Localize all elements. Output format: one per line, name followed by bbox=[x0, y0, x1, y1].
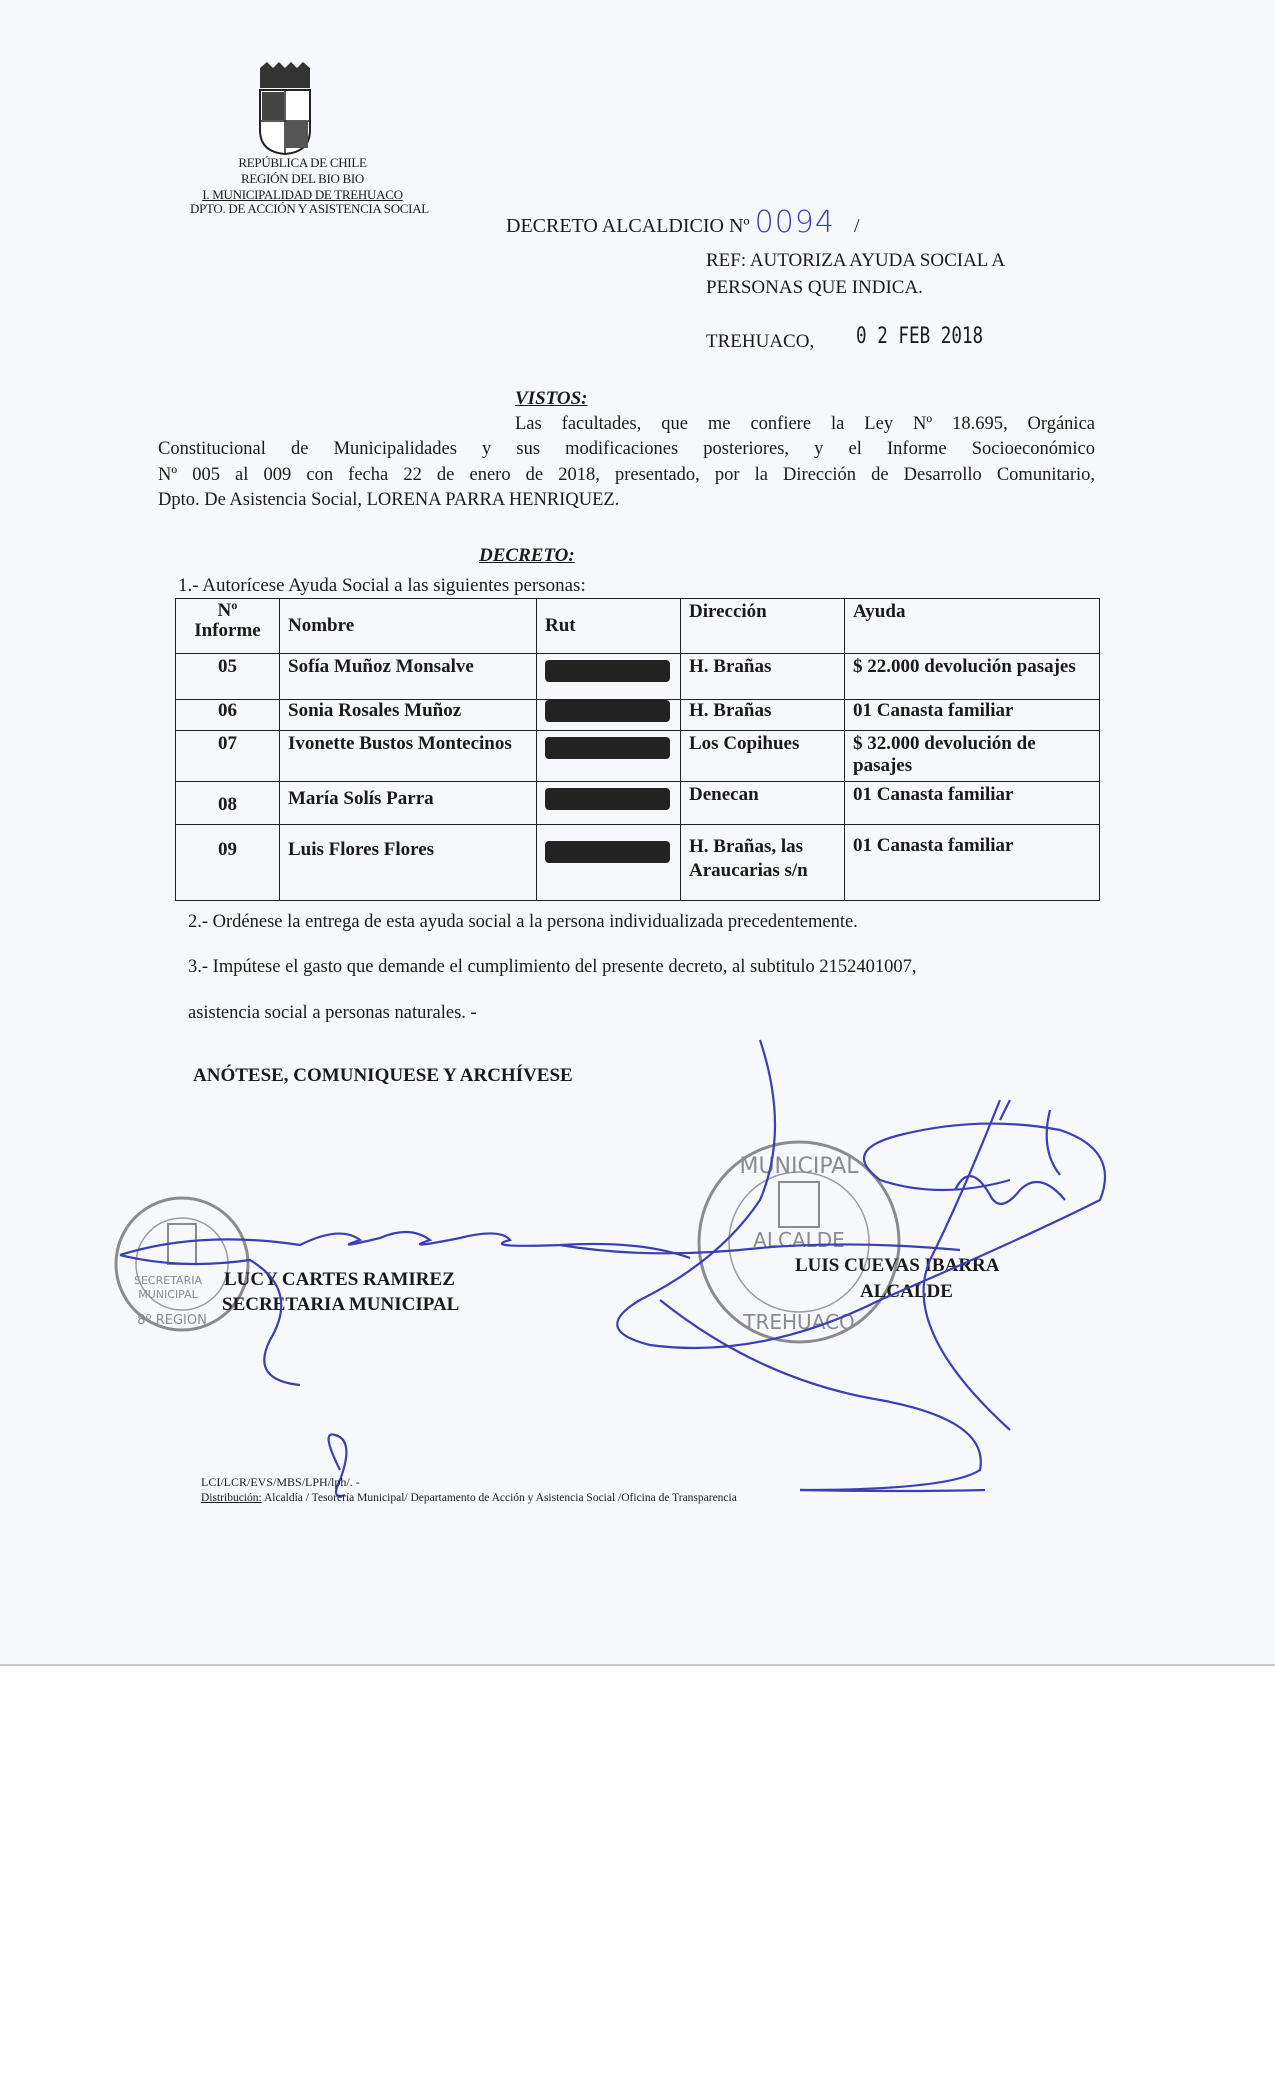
cell-direccion: Denecan bbox=[681, 782, 845, 825]
signer-left-role: SECRETARIA MUNICIPAL bbox=[222, 1294, 460, 1315]
decreto-item-3-cont: asistencia social a personas naturales. - bbox=[188, 1003, 477, 1023]
cell-ayuda: 01 Canasta familiar bbox=[845, 700, 1100, 731]
cell-direccion: Los Copihues bbox=[681, 731, 845, 782]
decree-slash: / bbox=[853, 215, 860, 237]
decreto-heading: DECRETO: bbox=[479, 545, 575, 566]
vistos-line-2: Constitucional de Municipalidades y sus modificaciones posteriores, y el Informe Socioeconómico bbox=[158, 439, 1095, 459]
closing-formula: ANÓTESE, COMUNIQUESE Y ARCHÍVESE bbox=[193, 1065, 573, 1086]
cell-informe: 08 bbox=[176, 782, 280, 825]
footer-initials: LCI/LCR/EVS/MBS/LPH/lph/. - bbox=[201, 1475, 360, 1489]
svg-text:MUNICIPAL: MUNICIPAL bbox=[138, 1288, 198, 1301]
col-direccion: Dirección bbox=[681, 599, 845, 654]
ref-line-1: REF: AUTORIZA AYUDA SOCIAL A bbox=[706, 250, 1006, 271]
decreto-item-3: 3.- Impútese el gasto que demande el cumplimiento del presente decreto, al subtitulo 2152401007, bbox=[188, 957, 917, 977]
svg-text:8º REGION: 8º REGION bbox=[137, 1313, 207, 1328]
cell-ayuda: 01 Canasta familiar bbox=[845, 782, 1100, 825]
distribution-label: Distribución: bbox=[201, 1492, 262, 1504]
vistos-heading: VISTOS: bbox=[515, 388, 588, 409]
signer-right-name: LUIS CUEVAS IBARRA bbox=[795, 1255, 1000, 1276]
cell-ayuda: $ 32.000 devolución de pasajes bbox=[845, 731, 1100, 782]
cell-ayuda: $ 22.000 devolución pasajes bbox=[845, 654, 1100, 700]
cell-direccion: H. Brañas bbox=[681, 700, 845, 731]
decree-number-handwritten: 0094 bbox=[754, 205, 835, 240]
svg-text:TREHUACO: TREHUACO bbox=[743, 1310, 855, 1334]
col-rut: Rut bbox=[537, 599, 681, 654]
cell-direccion: H. Brañas bbox=[681, 654, 845, 700]
header-line-republica: REPÚBLICA DE CHILE bbox=[238, 155, 367, 170]
vistos-line-1: Las facultades, que me confiere la Ley Nº 18.695, Orgánica bbox=[515, 414, 1095, 434]
cell-nombre: Sonia Rosales Muñoz bbox=[280, 700, 537, 731]
cell-informe: 06 bbox=[176, 700, 280, 731]
ref-line-2: PERSONAS QUE INDICA. bbox=[706, 277, 923, 298]
decree-title-label: DECRETO ALCALDICIO Nº bbox=[506, 215, 750, 237]
cell-nombre: Sofía Muñoz Monsalve bbox=[280, 654, 537, 700]
cell-nombre: Ivonette Bustos Montecinos bbox=[280, 731, 537, 782]
col-nombre: Nombre bbox=[280, 599, 537, 654]
cell-informe: 05 bbox=[176, 654, 280, 700]
signer-left-name: LUCY CARTES RAMIREZ bbox=[224, 1269, 455, 1290]
col-ayuda: Ayuda bbox=[845, 599, 1100, 654]
cell-informe: 09 bbox=[176, 825, 280, 901]
header-line-region: REGIÓN DEL BIO BIO bbox=[240, 171, 365, 186]
signer-right-role: ALCALDE bbox=[860, 1281, 953, 1302]
col-informe: Nº Informe bbox=[176, 599, 280, 654]
header-line-municipalidad: I. MUNICIPALIDAD DE TREHUACO bbox=[202, 187, 403, 202]
cell-direccion: H. Brañas, las Araucarias s/n bbox=[681, 825, 845, 901]
vistos-line-4: Dpto. De Asistencia Social, LORENA PARRA HENRIQUEZ. bbox=[158, 490, 620, 510]
footer-distribution bbox=[201, 1492, 737, 1504]
header-line-dpto: DPTO. DE ACCIÓN Y ASISTENCIA SOCIAL bbox=[190, 201, 429, 216]
cell-nombre: Luis Flores Flores bbox=[280, 825, 537, 901]
decreto-item-1: 1.- Autorícese Ayuda Social a las siguientes personas: bbox=[178, 575, 586, 596]
date-stamp: 0 2 FEB 2018 bbox=[856, 324, 984, 349]
svg-text:SECRETARIA: SECRETARIA bbox=[133, 1274, 203, 1287]
cell-informe: 07 bbox=[176, 731, 280, 782]
cell-ayuda: 01 Canasta familiar bbox=[845, 825, 1100, 901]
vistos-line-3: Nº 005 al 009 con fecha 22 de enero de 2018, presentado, por la Dirección de Desarrollo Comunitario, bbox=[158, 465, 1095, 485]
decreto-item-2: 2.- Ordénese la entrega de esta ayuda social a la persona individualizada precedentemente. bbox=[188, 912, 858, 932]
place: TREHUACO, bbox=[706, 331, 815, 352]
distribution-list: Alcaldía / Tesorería Municipal/ Departamento de Acción y Asistencia Social /Oficina de Transparencia bbox=[261, 1492, 737, 1504]
svg-text:MUNICIPAL: MUNICIPAL bbox=[739, 1154, 859, 1179]
svg-text:ALCALDE: ALCALDE bbox=[753, 1228, 845, 1252]
cell-nombre: María Solís Parra bbox=[280, 782, 537, 825]
